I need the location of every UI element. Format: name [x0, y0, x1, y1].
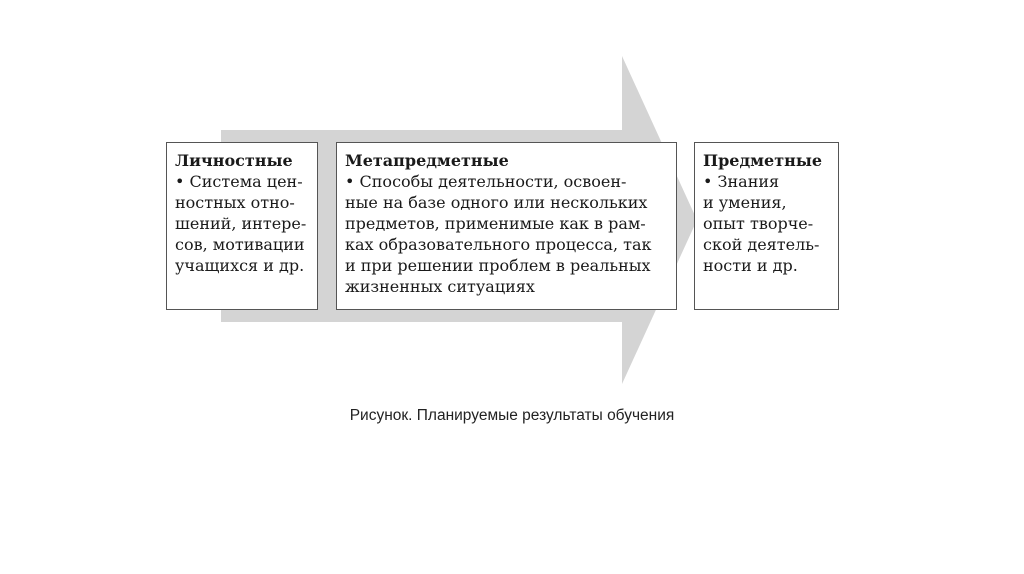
box-personal-line: сов, мотивации: [175, 235, 305, 254]
box-subject-results: [694, 142, 839, 310]
box-personal-line: • Система цен-: [175, 172, 303, 191]
box-meta-line: и при решении проблем в реальных: [345, 256, 651, 275]
box-subject-line: опыт творче-: [703, 214, 814, 233]
box-personal-results: [166, 142, 318, 310]
box-meta-line: • Способы деятельности, освоен-: [345, 172, 627, 191]
box-personal-line: ностных отно-: [175, 193, 295, 212]
box-meta-line: ках образовательного процесса, так: [345, 235, 652, 254]
box-subject-line: ской деятель-: [703, 235, 820, 254]
box-metasubject-results: [336, 142, 677, 310]
box-subject-line: и умения,: [703, 193, 787, 212]
box-personal-line: шений, интере-: [175, 214, 307, 233]
box-meta-line: предметов, применимые как в рам-: [345, 214, 646, 233]
box-meta-line: жизненных ситуациях: [345, 277, 535, 296]
box-subject-line: ности и др.: [703, 256, 798, 275]
box-subject-heading: Предметные: [703, 151, 823, 170]
box-meta-line: ные на базе одного или нескольких: [345, 193, 648, 212]
box-personal-line: учащихся и др.: [175, 256, 305, 275]
box-meta-heading: Метапредметные: [345, 151, 509, 170]
box-subject-line: • Знания: [703, 172, 780, 191]
box-personal-heading: Личностные: [175, 151, 293, 170]
figure-caption: Рисунок. Планируемые результаты обучения: [349, 407, 675, 424]
